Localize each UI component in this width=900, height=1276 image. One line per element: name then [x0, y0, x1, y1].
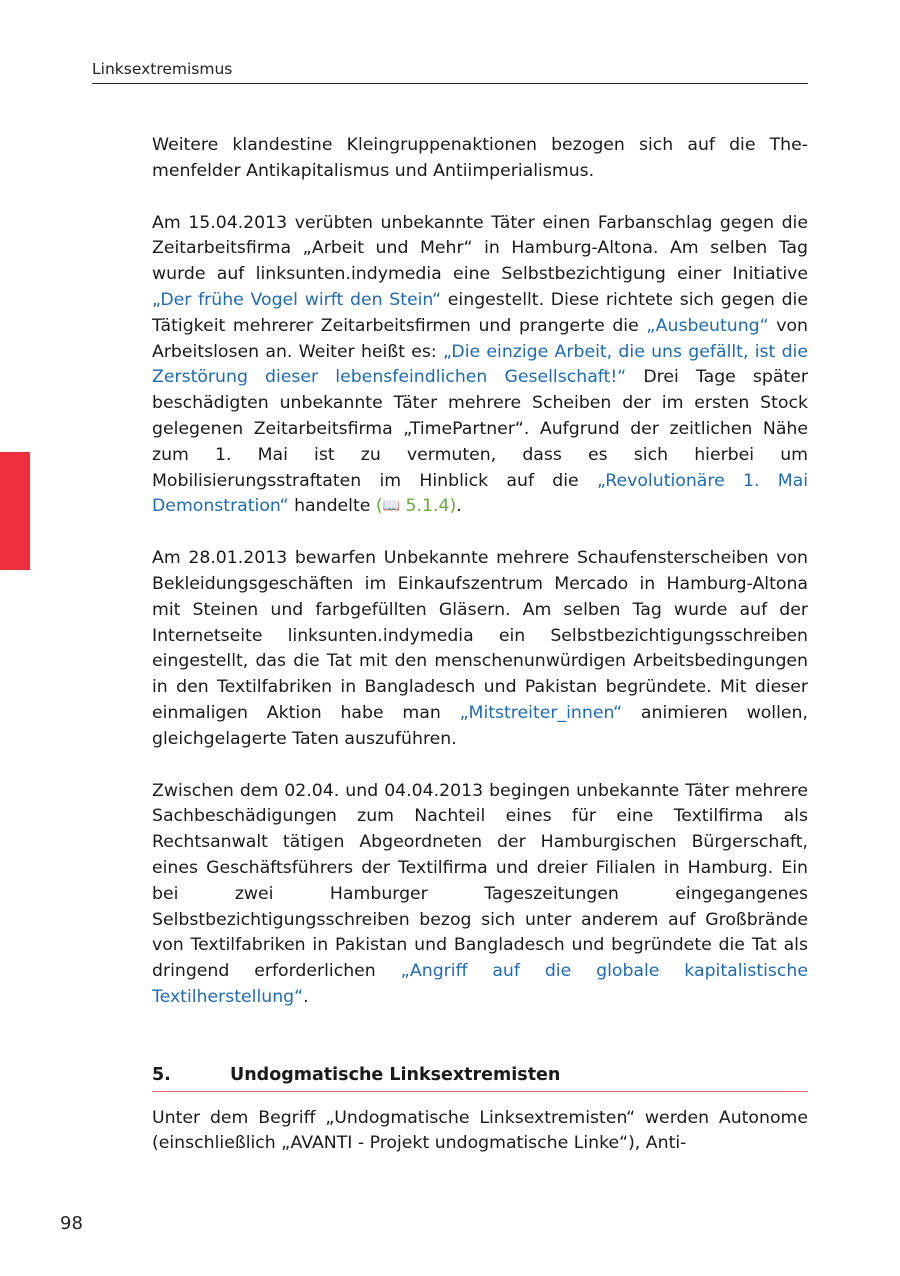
- quote-citation: „Ausbeutung“: [646, 315, 769, 336]
- text-run: handelte: [288, 496, 376, 517]
- section-number: 5.: [152, 1064, 171, 1085]
- paragraph-1: Weitere klandestine Kleingruppenaktionen bezogen sich auf die Themenfelder Antikapitalismus und Antiimperialismus.: [152, 135, 808, 181]
- xref-number: 5.1.4): [400, 496, 457, 517]
- paragraph-3: [152, 546, 808, 752]
- quote-citation: „Revolutionäre 1. Mai Demonstration“: [152, 470, 808, 517]
- quote-citation: „Mitstreiter_innen“: [459, 702, 623, 723]
- quote-citation: „Der frühe Vogel wirft den Stein“: [152, 289, 442, 310]
- text-run: animieren wollen, gleichgelagerte Taten auszuführen.: [152, 702, 808, 749]
- book-icon: 📖: [382, 498, 401, 515]
- paragraph-4: [152, 779, 808, 1011]
- text-run: Zwischen dem 02.04. und 04.04.2013 begingen unbekannte Täter mehrere Sachbeschädigungen zum Nachteil eines für eine Textilfirma als Rechtsanwalt tätigen Abgeordneten der Hamburgischen Bürgerschaft, eines Geschäftsführers der Textilfirma und dreier Filialen in Hamburg. Ein bei zwei Hamburger Tageszeitungen eingegangenes Selbstbezichtigungsschreiben bezog sich unter anderem auf Großbrände von Textilfabriken in Pakistan und Bangladesch und begründete die Tat als dringend erforderlichen: [152, 780, 808, 982]
- text-run: eingestellt. Diese richtete sich gegen die Tätigkeit mehrerer Zeitarbeitsfirmen und prangerte die: [152, 289, 808, 336]
- text-run: .: [303, 986, 309, 1007]
- section-intro-paragraph: Unter dem Begriff „Undogmatische Linksextremisten“ werden Autonome (einschließlich „AVANTI - Projekt undogmatische Linke“), Anti-: [152, 1107, 808, 1154]
- text-run: Am 28.01.2013 bewarfen Unbekannte mehrere Schaufensterscheiben von Bekleidungsgeschäften im Einkaufszentrum Mercado in Hamburg-Altona mit Steinen und farbgefüllten Gläsern. Am selben Tag wurde auf der Internetseite linksunten.indymedia ein Selbstbezichtigungsschreiben eingestellt, das die Tat mit den menschenunwürdigen Arbeitsbedingungen in den Textilfabriken in Bangladesch und Pakistan begründete. Mit dieser einmaligen Aktion habe man: [152, 548, 808, 723]
- text-run: .: [456, 496, 462, 517]
- running-title: Linksextremismus: [92, 60, 233, 78]
- page-number: 98: [60, 1213, 83, 1234]
- quote-citation: „Angriff auf die globale kapitalistische Textilherstellung“: [152, 961, 809, 1007]
- xref-open: (: [375, 496, 383, 517]
- text-run: Am 15.04.2013 verübten unbekannte Täter einen Farbanschlag gegen die Zeitarbeitsfirma „Arbeit und Mehr“ in Hamburg-Altona. Am selben Tag wurde auf linksunten.indymedia eine Selbstbezichtigung einer Initiative: [152, 212, 808, 285]
- text-run: Drei Tage später beschädigten unbekannte Täter mehrere Scheiben der im ersten Stock gelegenen Zeitarbeitsfirma „TimePartner“. Aufgrund der zeitlichen Nähe zum 1. Mai ist zu vermuten, dass es sich hierbei um Mobilisierungsstraftaten im Hinblick auf die: [152, 367, 808, 491]
- section-heading: [152, 1063, 808, 1092]
- header-rule: [92, 83, 808, 84]
- page-content: [152, 133, 808, 1183]
- chapter-side-tab: [0, 452, 30, 570]
- paragraph-2: [152, 211, 808, 521]
- cross-reference-link[interactable]: [376, 496, 456, 516]
- quote-citation: „Die einzige Arbeit, die uns gefällt, ist die Zerstörung dieser lebensfeindlichen Gesellschaft!“: [152, 341, 808, 388]
- text-run: von Arbeitslosen an. Weiter heißt es:: [152, 315, 809, 362]
- section-title: Undogmatische Linksextremisten: [230, 1064, 561, 1085]
